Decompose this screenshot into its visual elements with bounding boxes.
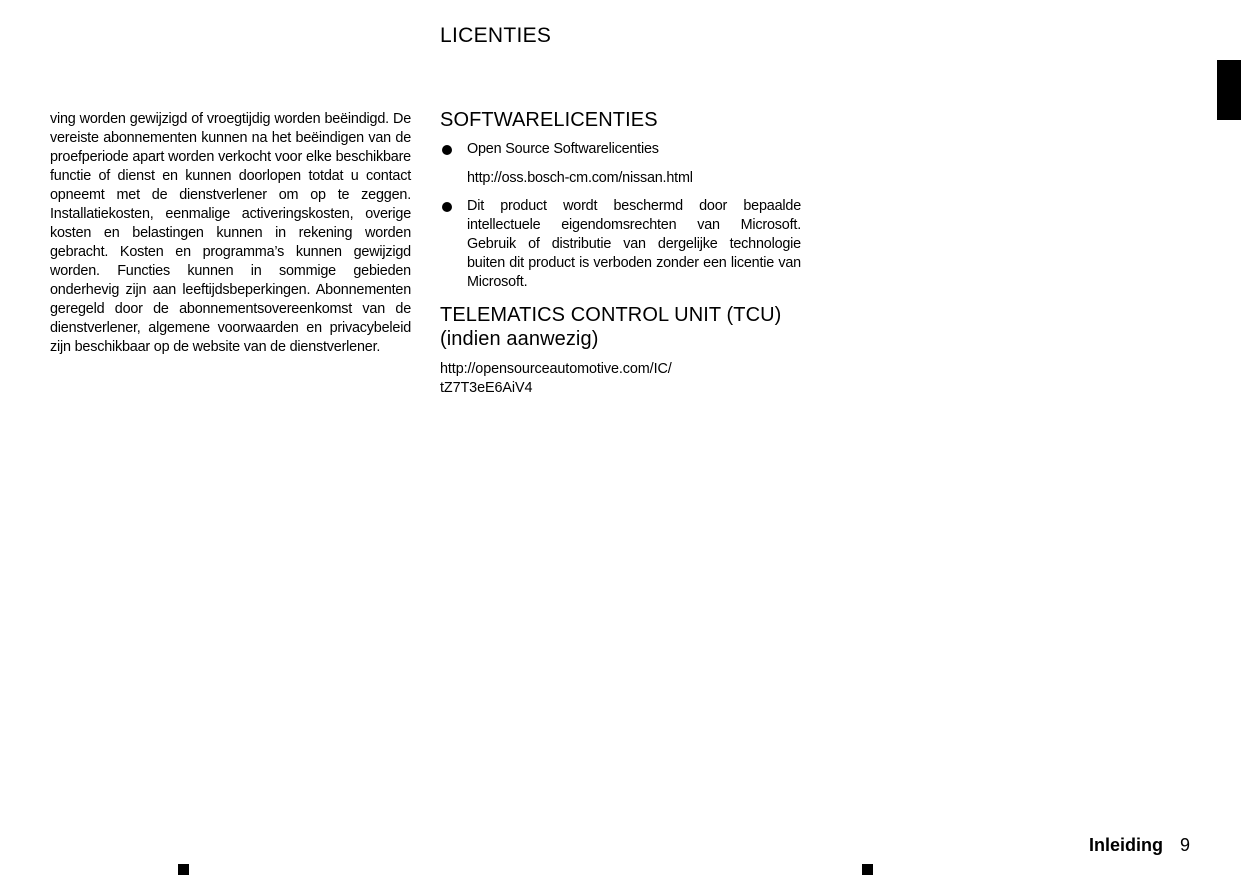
section-heading-software-licenses: SOFTWARELICENTIES: [440, 109, 658, 131]
list-item: [440, 197, 801, 292]
footer-section-title: Inleiding: [1088, 835, 1163, 855]
list-item-text: Open Source Softwarelicenties: [467, 141, 659, 157]
list-item: [440, 140, 801, 188]
link-oss-bosch[interactable]: http://oss.bosch-cm.com/nissan.html: [467, 170, 693, 186]
url-part-1: http://opensourceautomotive.com/IC/: [440, 361, 672, 377]
link-opensource-automotive[interactable]: [440, 360, 801, 398]
crop-mark-left: [178, 864, 189, 875]
main-column: [440, 108, 801, 398]
url-part-2: tZ7T3eE6AiV4: [440, 380, 533, 396]
page-footer: [1089, 833, 1190, 857]
bullet-icon: [442, 145, 452, 155]
section-heading-tcu: TELEMATICS CONTROL UNIT (TCU) (indien aanwezig): [440, 304, 782, 350]
chapter-thumb-tab: [1217, 60, 1241, 120]
body-paragraph: ving worden gewijzigd of vroegtijdig worden beëindigd. De vereiste abonnementen kunnen na het beëindigen van de proefperiode apart worden verkocht voor elke beschikbare functie of dienst en kunnen doorlopen totdat u contact opneemt met de dienstverlener om op te zeggen. Installatiekosten, eenmalige activeringskosten, overige kosten en belastingen kunnen in rekening worden gebracht. Kosten en programma’s kunnen gewijzigd worden. Functies kunnen in sommige gebieden onderhevig zijn aan leeftijdsbeperkingen. Abonnementen geregeld door de abonnementsovereenkomst van de dienstverlener, algemene voorwaarden en privacybeleid zijn beschikbaar op de website van de dienstverlener.: [50, 111, 411, 355]
page-number: 9: [1179, 835, 1190, 855]
crop-mark-right: [862, 864, 873, 875]
page-title: LICENTIES: [440, 24, 552, 47]
bullet-list: [440, 140, 801, 292]
bullet-icon: [442, 202, 452, 212]
list-item-text: Dit product wordt beschermd door bepaalde intellectuele eigendomsrechten van Microsoft. Gebruik of distributie van dergelijke technologie buiten dit product is verboden zonder een licentie van Microsoft.: [467, 198, 801, 290]
